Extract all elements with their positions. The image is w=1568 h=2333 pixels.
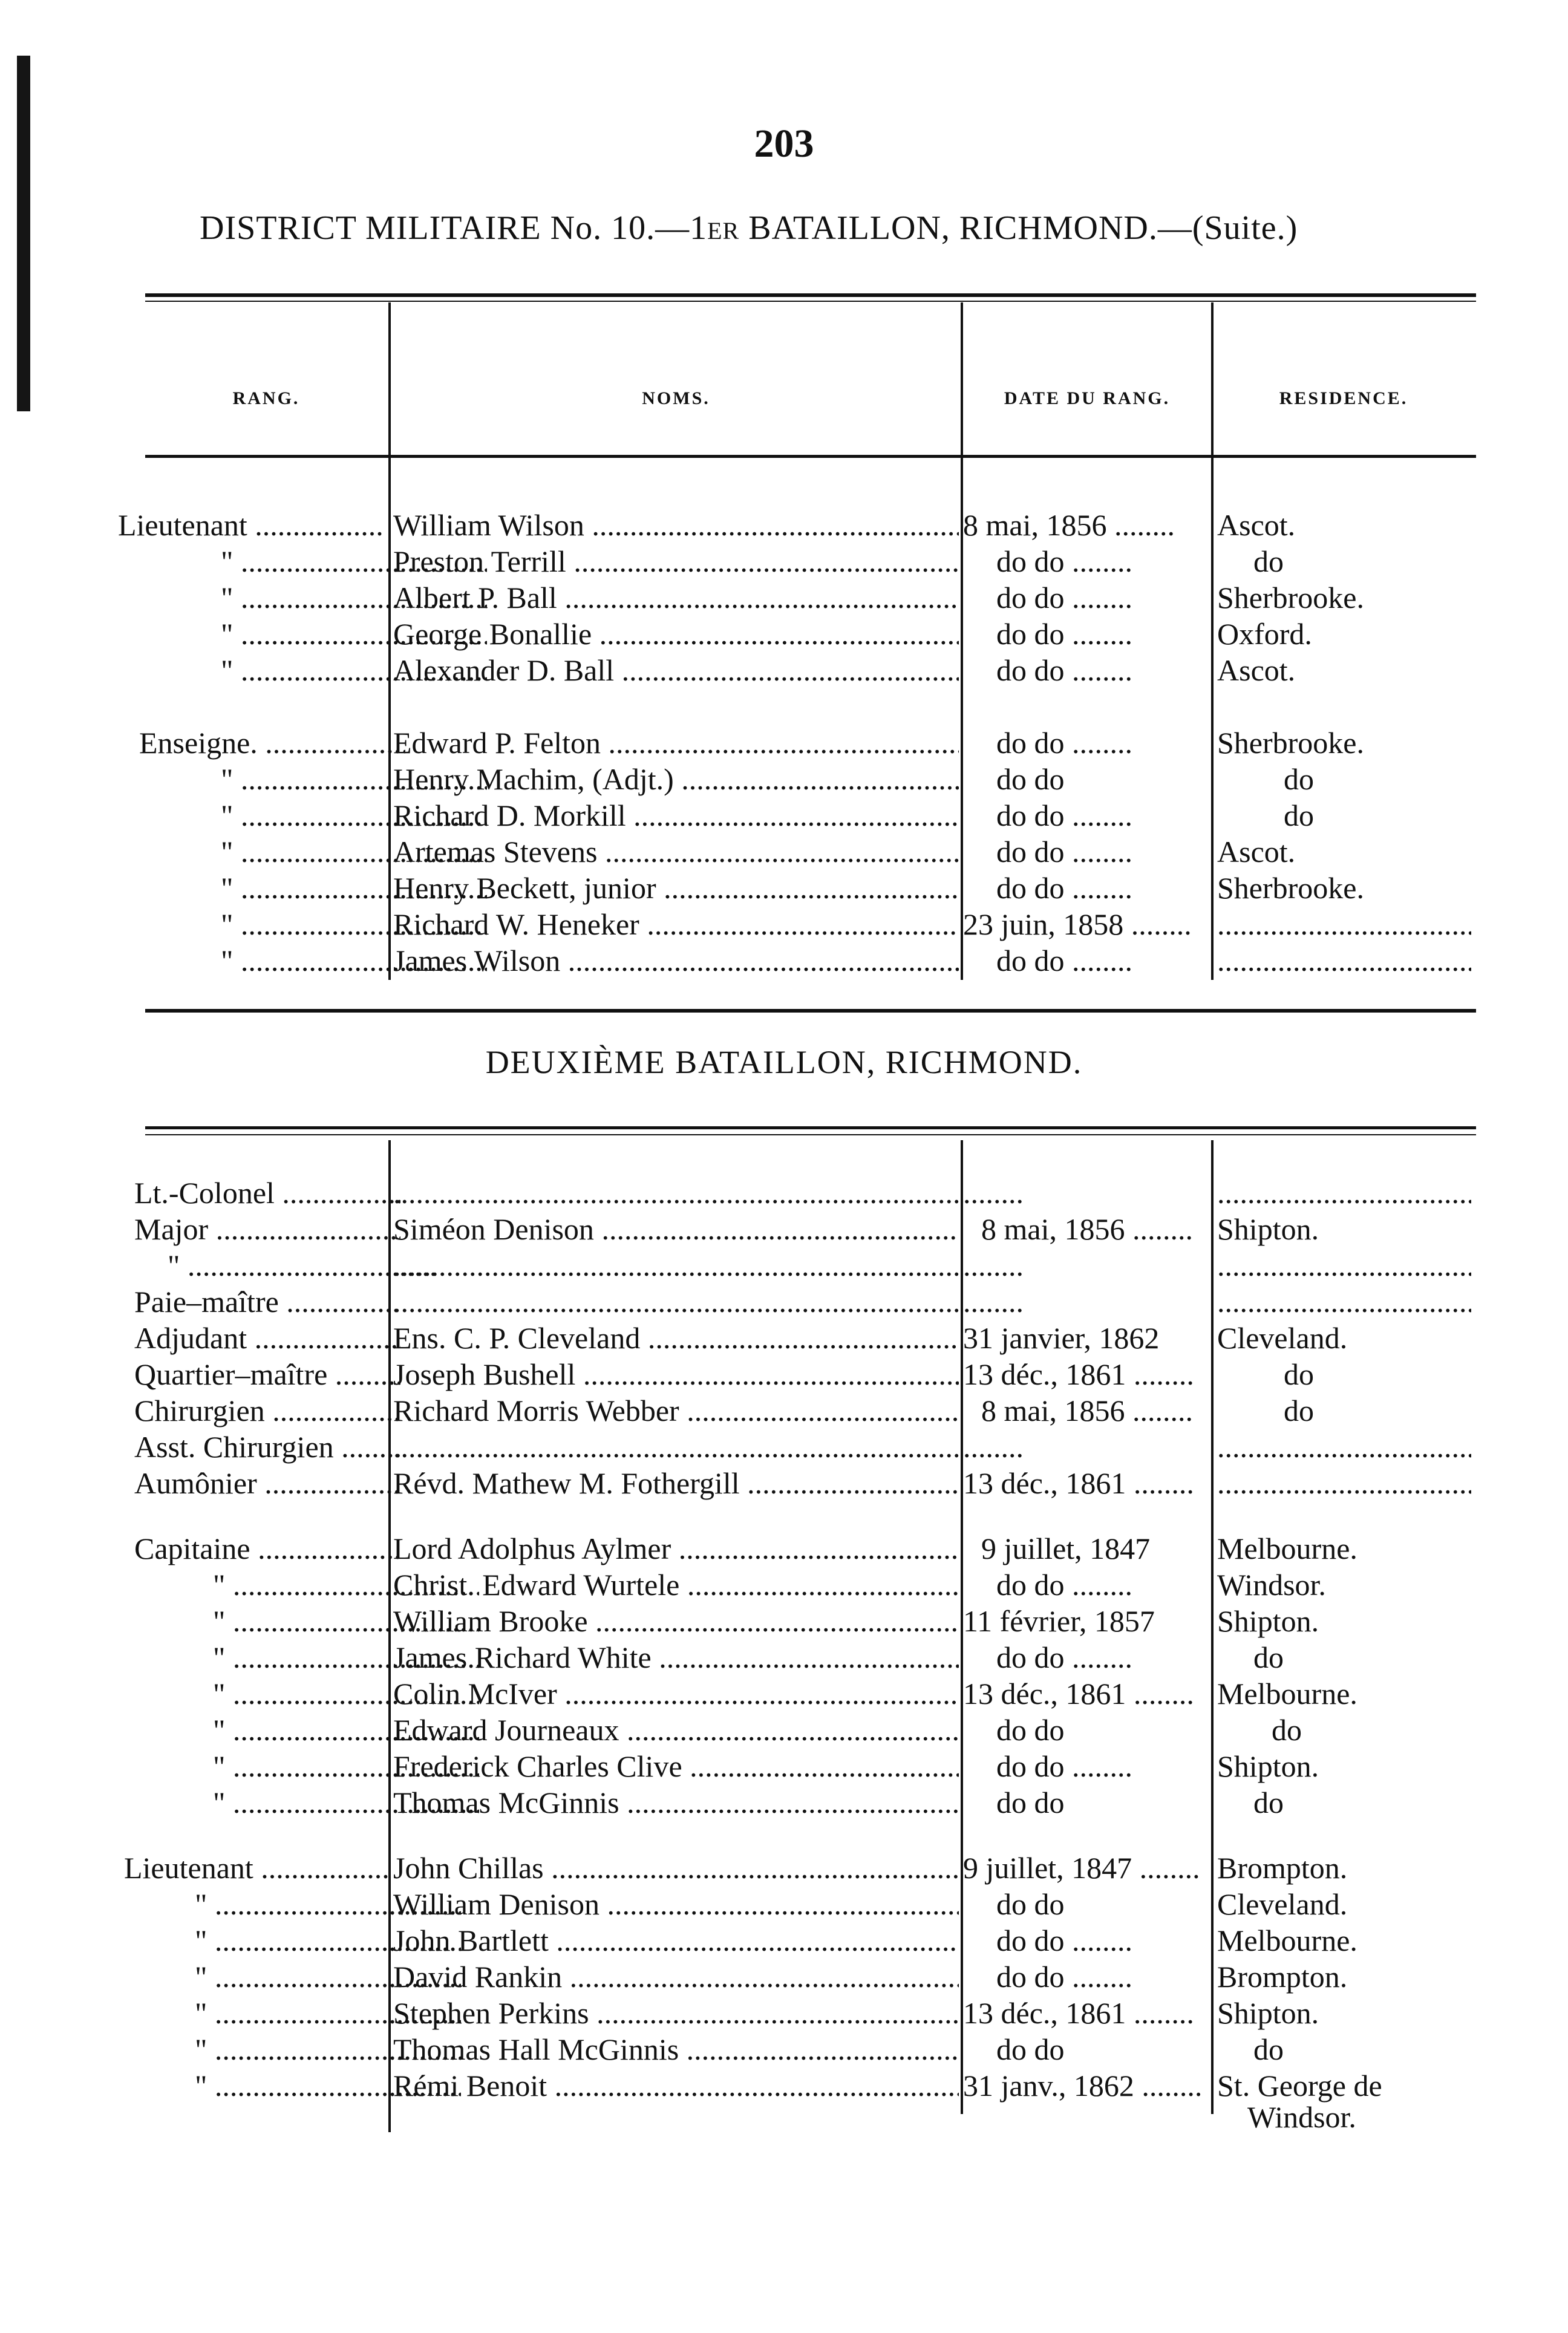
date-cell: do do .....: [963, 725, 1205, 761]
rank-cell: Capitaine .....: [134, 1530, 400, 1567]
date-cell: 8 mai, 1856 .....: [963, 1392, 1223, 1429]
rank-cell: " .....: [134, 1922, 461, 1959]
residence-cell: do: [1253, 2032, 1284, 2066]
rank-cell: Lieutenant .....: [124, 1850, 390, 1886]
table2-col-divider-3: [1211, 1140, 1214, 2114]
date-cell: 9 juillet, 1847: [981, 1532, 1151, 1565]
date-cell: do do .....: [963, 616, 1205, 652]
date-cell: do do: [996, 1786, 1065, 1819]
residence-cell: do: [1253, 544, 1284, 578]
rank-cell: " .....: [134, 2067, 461, 2104]
residence-cell: do: [1284, 1394, 1314, 1428]
residence-cell: Brompton.: [1217, 1960, 1348, 1994]
date-cell: 9 juillet, 1847 .....: [963, 1850, 1205, 1886]
date-cell: do do .....: [963, 652, 1205, 688]
date-cell: [963, 1284, 1205, 1320]
residence-cell: Ascot.: [1217, 508, 1296, 542]
name-cell: William Brooke .....: [393, 1603, 959, 1639]
residence-cell: Ascot.: [1217, 653, 1296, 687]
name-cell: Colin McIver .....: [393, 1676, 959, 1712]
page-number: 203: [754, 122, 814, 166]
name-cell: Rémi Benoit .....: [393, 2067, 959, 2104]
rank-cell: " .....: [134, 1603, 479, 1639]
residence-cell: Melbourne.: [1217, 1677, 1357, 1711]
name-cell: Siméon Denison .....: [393, 1211, 959, 1247]
date-cell: 23 juin, 1858 .....: [963, 906, 1205, 942]
residence-cell: [1217, 1175, 1471, 1211]
name-cell: Richard D. Morkill .....: [393, 797, 959, 834]
rank-cell: " .....: [134, 1639, 479, 1676]
rank-cell: " .....: [118, 942, 487, 979]
date-cell: do do .....: [963, 1922, 1205, 1959]
name-cell: John Bartlett .....: [393, 1922, 959, 1959]
page-title: [200, 209, 1298, 247]
date-cell: 13 déc., 1861 .....: [963, 1356, 1205, 1392]
name-cell: Preston Terrill .....: [393, 543, 959, 579]
name-cell: Richard W. Heneker .....: [393, 906, 959, 942]
rank-cell: " .....: [134, 1748, 479, 1784]
residence-cell: do: [1253, 1640, 1284, 1674]
date-cell: do do .....: [963, 942, 1205, 979]
date-cell: do do: [996, 2032, 1065, 2066]
name-cell: Lord Adolphus Aylmer .....: [393, 1530, 959, 1567]
rank-cell: Chirurgien .....: [134, 1392, 400, 1429]
residence-cell: Melbourne.: [1217, 1924, 1357, 1957]
residence-cell: Ascot.: [1217, 835, 1296, 869]
residence-cell: Sherbrooke.: [1217, 581, 1364, 615]
name-cell: Joseph Bushell .....: [393, 1356, 959, 1392]
name-cell: Henry Beckett, junior .....: [393, 870, 959, 906]
rank-cell: Asst. Chirurgien .....: [134, 1429, 400, 1465]
residence-cell: St. George de: [1217, 2069, 1382, 2103]
rank-cell: " .....: [134, 1567, 479, 1603]
name-cell: William Wilson .....: [393, 507, 959, 543]
date-cell: 13 déc., 1861 .....: [963, 1465, 1205, 1501]
title-superscript: ER: [707, 217, 740, 244]
residence-cell: Brompton.: [1217, 1851, 1348, 1885]
date-cell: do do: [996, 762, 1065, 796]
residence-cell: Shipton.: [1217, 1604, 1319, 1638]
residence-cell: do: [1253, 1786, 1284, 1819]
rank-cell: " .....: [134, 1676, 479, 1712]
table1-header-rule: [145, 455, 1476, 458]
date-cell: do do: [996, 1887, 1065, 1921]
table1-top-rule-thin: [145, 301, 1476, 302]
residence-cell: [1217, 1429, 1471, 1465]
residence-cell: Sherbrooke.: [1217, 871, 1364, 905]
rank-cell: " .....: [118, 616, 487, 652]
date-cell: do do .....: [963, 870, 1205, 906]
residence-cell: Shipton.: [1217, 1996, 1319, 2030]
rank-cell: Adjudant .....: [134, 1320, 400, 1356]
name-cell: John Chillas .....: [393, 1850, 959, 1886]
date-cell: [963, 1247, 1205, 1284]
rank-cell: " .....: [134, 1959, 461, 1995]
name-cell: Thomas McGinnis .....: [393, 1784, 959, 1821]
residence-cell: Cleveland.: [1217, 1887, 1348, 1921]
rank-cell: " .....: [118, 870, 487, 906]
name-cell: George Bonallie .....: [393, 616, 959, 652]
date-cell: 8 mai, 1856 .....: [963, 507, 1205, 543]
rank-cell: " .....: [134, 1247, 434, 1284]
rank-cell: Quartier–maître .....: [134, 1356, 400, 1392]
date-cell: do do .....: [963, 579, 1205, 616]
name-cell: [393, 1175, 959, 1211]
date-cell: [963, 1175, 1205, 1211]
date-cell: 31 janvier, 1862: [963, 1321, 1160, 1355]
name-cell: [393, 1247, 959, 1284]
table2-top-rule-thin: [145, 1134, 1476, 1135]
date-cell: 13 déc., 1861 .....: [963, 1995, 1205, 2031]
date-cell: do do .....: [963, 797, 1205, 834]
rank-cell: " .....: [118, 797, 487, 834]
name-cell: David Rankin .....: [393, 1959, 959, 1995]
rank-cell: " .....: [118, 543, 487, 579]
residence-continuation: Windsor.: [1247, 2100, 1356, 2134]
rank-cell: " .....: [134, 2031, 461, 2067]
name-cell: Artemas Stevens .....: [393, 834, 959, 870]
date-cell: do do .....: [963, 834, 1205, 870]
rank-cell: " .....: [118, 834, 487, 870]
residence-cell: do: [1284, 762, 1314, 796]
residence-cell: do: [1284, 798, 1314, 832]
residence-cell: Windsor.: [1217, 1568, 1326, 1602]
name-cell: William Denison .....: [393, 1886, 959, 1922]
residence-cell: Oxford.: [1217, 617, 1312, 651]
residence-cell: Shipton.: [1217, 1749, 1319, 1783]
name-cell: Edward P. Felton .....: [393, 725, 959, 761]
date-cell: 13 déc., 1861 .....: [963, 1676, 1205, 1712]
rank-cell: Major .....: [134, 1211, 400, 1247]
residence-cell: [1217, 1247, 1471, 1284]
name-cell: James Richard White .....: [393, 1639, 959, 1676]
rank-cell: Lt.-Colonel .....: [134, 1175, 400, 1211]
residence-cell: [1217, 1284, 1471, 1320]
rank-cell: " .....: [134, 1995, 461, 2031]
rank-cell: Paie–maître .....: [134, 1284, 400, 1320]
rank-cell: Lieutenant .....: [118, 507, 384, 543]
name-cell: Alexander D. Ball .....: [393, 652, 959, 688]
date-cell: do do .....: [963, 1748, 1205, 1784]
residence-cell: [1217, 906, 1471, 942]
name-cell: Thomas Hall McGinnis .....: [393, 2031, 959, 2067]
name-cell: Christ. Edward Wurtele .....: [393, 1567, 959, 1603]
rank-cell: Enseigne. .....: [118, 725, 405, 761]
title-part2: BATAILLON, RICHMOND.—(Suite.): [739, 209, 1298, 247]
header-noms: NOMS.: [642, 388, 710, 408]
name-cell: Révd. Mathew M. Fothergill .....: [393, 1465, 959, 1501]
title-part1: DISTRICT MILITAIRE No. 10.—1: [200, 209, 708, 247]
residence-cell: Melbourne.: [1217, 1532, 1357, 1565]
scan-edge-bar: [17, 56, 30, 411]
date-cell: 8 mai, 1856 .....: [963, 1211, 1223, 1247]
date-cell: do do: [996, 1713, 1065, 1747]
table1-bottom-rule: [145, 1009, 1476, 1013]
residence-cell: Shipton.: [1217, 1212, 1319, 1246]
name-cell: James Wilson .....: [393, 942, 959, 979]
residence-cell: do: [1272, 1713, 1302, 1747]
date-cell: do do .....: [963, 1959, 1205, 1995]
rank-cell: " .....: [118, 652, 487, 688]
header-residence: RESIDENCE.: [1279, 388, 1408, 408]
header-rang: RANG.: [232, 388, 300, 408]
name-cell: [393, 1284, 959, 1320]
date-cell: do do .....: [963, 1567, 1205, 1603]
residence-cell: do: [1284, 1357, 1314, 1391]
table2-top-rule: [145, 1126, 1476, 1129]
date-cell: 31 janv., 1862 .....: [963, 2067, 1205, 2104]
name-cell: Albert P. Ball .....: [393, 579, 959, 616]
rank-cell: " .....: [134, 1886, 461, 1922]
name-cell: Richard Morris Webber .....: [393, 1392, 959, 1429]
name-cell: [393, 1429, 959, 1465]
name-cell: Ens. C. P. Cleveland .....: [393, 1320, 959, 1356]
date-cell: do do .....: [963, 543, 1205, 579]
residence-cell: Sherbrooke.: [1217, 726, 1364, 760]
rank-cell: " .....: [118, 761, 487, 797]
name-cell: Henry Machim, (Adjt.) .....: [393, 761, 959, 797]
rank-cell: " .....: [134, 1784, 479, 1821]
name-cell: Stephen Perkins .....: [393, 1995, 959, 2031]
residence-cell: Cleveland.: [1217, 1321, 1348, 1355]
name-cell: Edward Journeaux .....: [393, 1712, 959, 1748]
rank-cell: Aumônier .....: [134, 1465, 400, 1501]
residence-cell: [1217, 1465, 1471, 1501]
rank-cell: " .....: [118, 906, 487, 942]
rank-cell: " .....: [118, 579, 487, 616]
residence-cell: [1217, 942, 1471, 979]
date-cell: [963, 1429, 1205, 1465]
section2-title: DEUXIÈME BATAILLON, RICHMOND.: [485, 1044, 1083, 1080]
date-cell: do do .....: [963, 1639, 1205, 1676]
name-cell: Frederick Charles Clive .....: [393, 1748, 959, 1784]
date-cell: 11 février, 1857: [963, 1604, 1155, 1638]
header-date: DATE DU RANG.: [1004, 388, 1171, 408]
rank-cell: " .....: [134, 1712, 479, 1748]
table1-top-rule: [145, 293, 1476, 297]
